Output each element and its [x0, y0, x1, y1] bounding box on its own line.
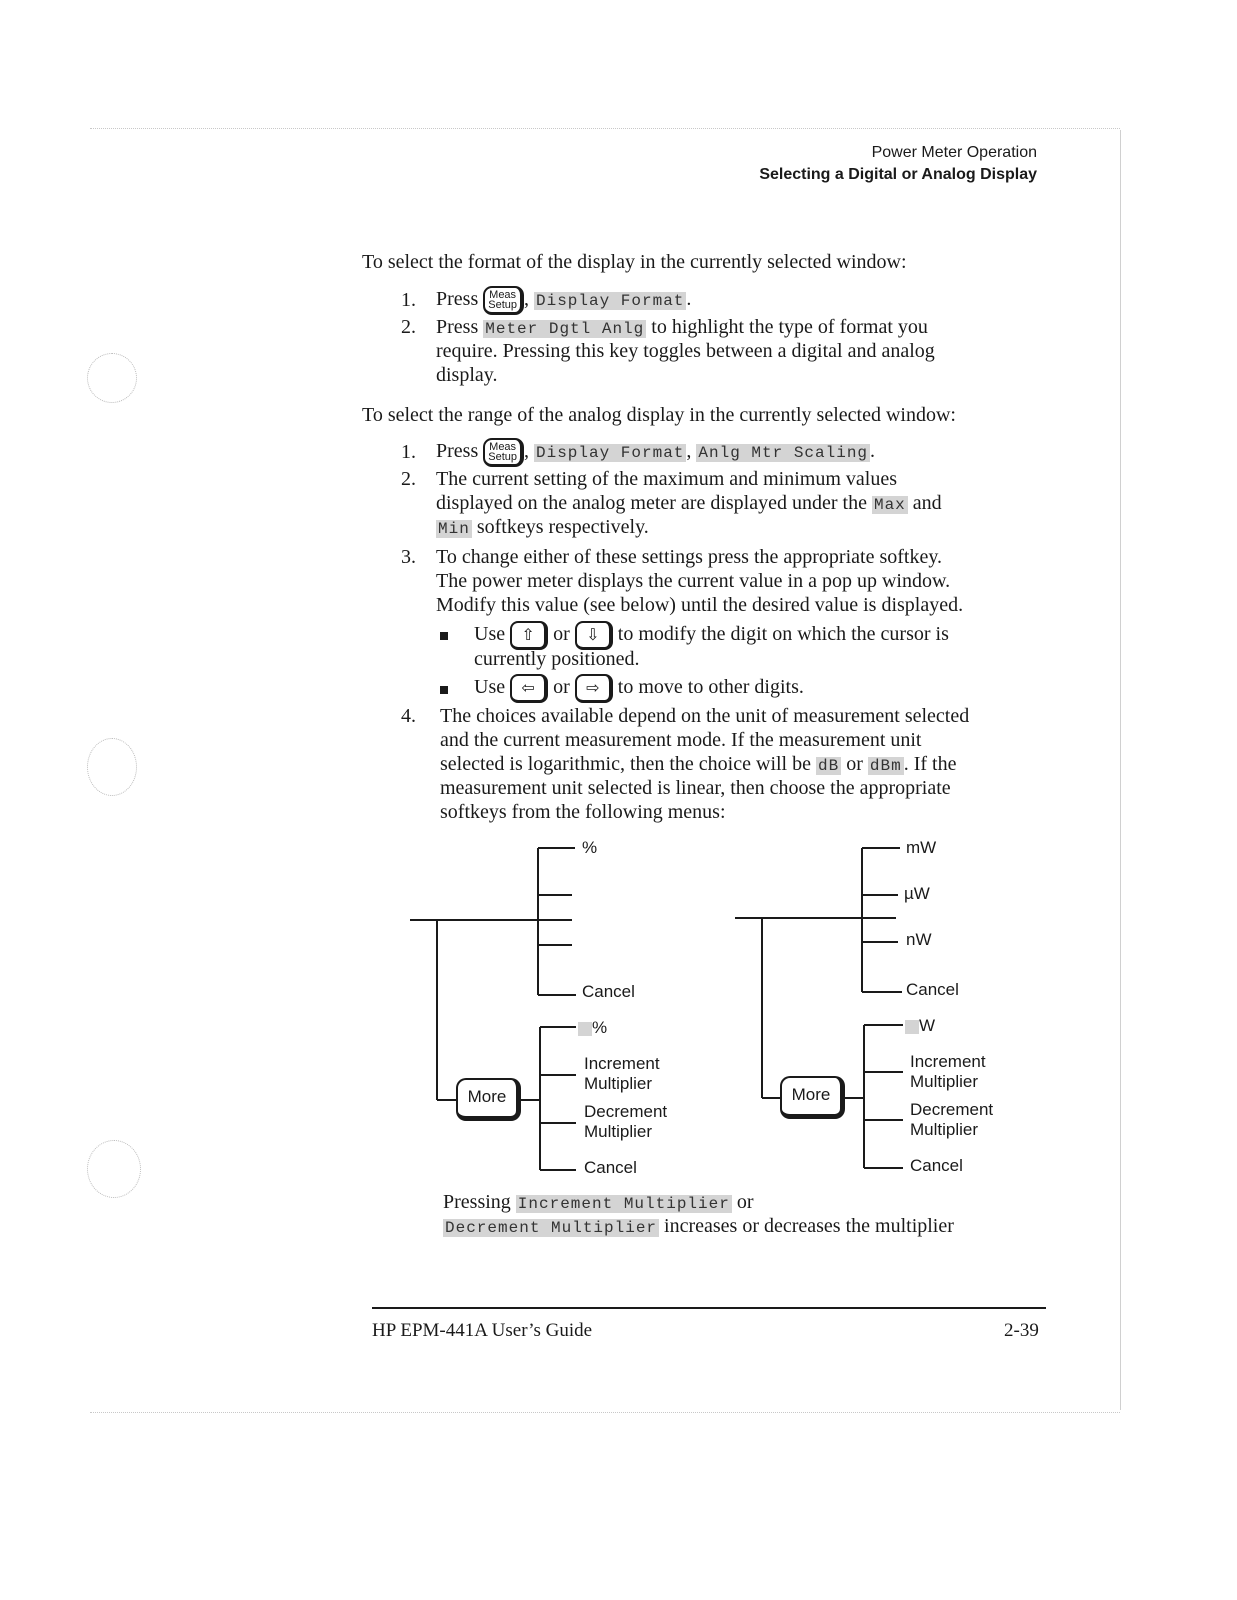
step-1-line: Press Meas Setup , Display Format . — [436, 286, 691, 315]
bullet-text: to modify the digit on which the cursor is — [617, 623, 949, 646]
step-text: softkeys from the following menus: — [440, 801, 726, 823]
menu-right-increment: Increment Multiplier — [910, 1052, 986, 1091]
bullet-text: Use — [474, 623, 506, 646]
key-label: Meas — [489, 289, 517, 301]
step-text: or — [846, 753, 863, 775]
softkey-dbm: dBm — [869, 757, 902, 775]
down-arrow-key-icon: ⇩ — [575, 621, 613, 650]
intro-paragraph-1: To select the format of the display in the currently selected window: — [362, 251, 907, 273]
step-text: and the current measurement mode. If the measurement unit — [440, 729, 922, 751]
step-number: 4. — [401, 705, 416, 727]
step-text: softkeys respectively. — [476, 516, 649, 538]
menu-left-cancel: Cancel — [582, 982, 635, 1001]
step-1-line: Press Meas Setup , Display Format , Anlg Mtr Scaling . — [436, 438, 875, 467]
step-text: measurement unit selected is linear, then choose the appropriate — [440, 777, 951, 799]
closing-line-2 — [443, 1214, 954, 1240]
softkey-display-format: Display Format — [535, 292, 685, 311]
step-number: 3. — [401, 546, 416, 568]
step-text: Press — [436, 440, 479, 463]
step-text: and — [912, 492, 942, 514]
menu-left-percent-2 — [578, 1018, 607, 1038]
more-key: More — [780, 1076, 845, 1119]
menu-left-decrement: Decrement Multiplier — [584, 1102, 668, 1141]
closing-text: Pressing — [443, 1191, 511, 1213]
step-text: Modify this value (see below) until the desired value is displayed. — [436, 594, 964, 616]
step-text: selected is logarithmic, then the choice will be — [440, 753, 811, 775]
menu-right-cancel-2: Cancel — [910, 1156, 963, 1175]
menu-left-cancel-2: Cancel — [584, 1158, 637, 1177]
menu-label: W — [919, 1016, 936, 1035]
softkey-increment-multiplier: Increment Multiplier — [517, 1195, 730, 1213]
menu-left-increment: Increment Multiplier — [584, 1054, 660, 1093]
softkey-max: Max — [873, 496, 906, 514]
section-header: Power Meter Operation — [871, 144, 1037, 161]
step-number: 2. — [401, 468, 416, 490]
step-text: To change either of these settings press the appropriate softkey. — [436, 546, 943, 568]
step-text: displayed on the analog meter are displayed under the — [436, 492, 867, 514]
menu-right-decrement: Decrement Multiplier — [910, 1100, 994, 1139]
menu-right-w — [905, 1016, 935, 1036]
step-text: The current setting of the maximum and minimum values — [436, 468, 898, 490]
bullet-text: or — [553, 676, 570, 699]
key-label: Meas — [489, 441, 517, 453]
step-text: Press — [436, 288, 479, 311]
step-text: . If the — [903, 753, 957, 775]
softkey-decrement-multiplier: Decrement Multiplier — [445, 1219, 658, 1237]
menu-right-cancel: Cancel — [906, 980, 959, 999]
softkey-meter-dgtl-anlg: Meter Dgtl Anlg — [485, 320, 645, 338]
menu-left-percent: % — [582, 838, 598, 857]
closing-line-1 — [443, 1190, 754, 1216]
bullet-text: or — [553, 623, 570, 646]
up-arrow-key-icon: ⇧ — [510, 621, 548, 650]
softkey-db: dB — [818, 757, 840, 775]
bullet-text: currently positioned. — [474, 648, 640, 670]
key-label: Setup — [488, 299, 517, 311]
key-label: Setup — [488, 451, 517, 463]
softkey-min: Min — [438, 520, 470, 538]
footer-rule — [372, 1307, 1046, 1309]
softkey-anlg-mtr-scaling: Anlg Mtr Scaling — [698, 444, 869, 463]
menu-right-nw: nW — [906, 930, 932, 949]
softkey-display-format: Display Format — [535, 444, 685, 463]
page-title: Selecting a Digital or Analog Display — [759, 166, 1037, 183]
menu-right-mw: mW — [906, 838, 937, 857]
step-text: to highlight the type of format you — [651, 316, 928, 338]
footer-guide-title: HP EPM-441A User’s Guide — [372, 1320, 593, 1341]
intro-paragraph-2: To select the range of the analog display in the currently selected window: — [362, 404, 956, 426]
right-arrow-key-icon: ⇨ — [575, 674, 613, 703]
closing-text: or — [736, 1191, 754, 1213]
step-text: The choices available depend on the unit of measurement selected — [440, 705, 970, 727]
step-number: 1. — [401, 289, 416, 311]
step-number: 1. — [401, 441, 416, 463]
step-text: The power meter displays the current value in a pop up window. — [436, 570, 951, 592]
left-arrow-key-icon: ⇦ — [510, 674, 548, 703]
footer-page-number: 2-39 — [1004, 1320, 1039, 1341]
more-key: More — [456, 1078, 521, 1121]
menu-label: % — [592, 1018, 608, 1037]
menu-right-uw: µW — [904, 884, 930, 903]
closing-text: increases or decreases the multiplier — [664, 1215, 954, 1237]
step-number: 2. — [401, 316, 416, 338]
step-text: display. — [436, 364, 498, 386]
step-text: require. Pressing this key toggles between a digital and analog — [436, 340, 935, 362]
bullet-text: Use — [474, 676, 506, 699]
bullet-text: to move to other digits. — [617, 676, 804, 699]
step-text: Press — [436, 316, 479, 338]
